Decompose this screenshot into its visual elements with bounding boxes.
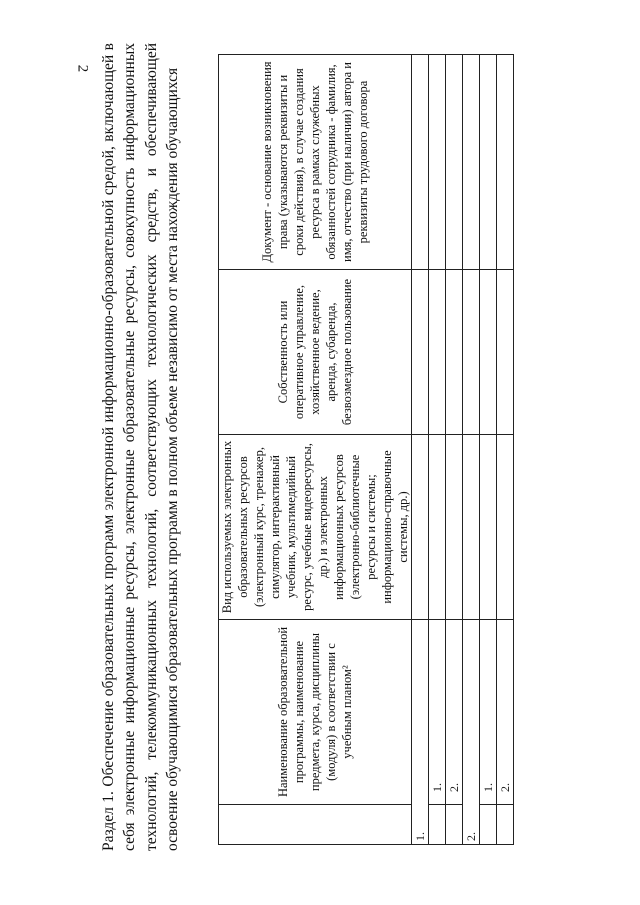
table-cell	[412, 55, 429, 270]
table-cell	[463, 270, 480, 435]
section-heading-text: Раздел 1. Обеспечение образовательных программ электронной информационно-образовательной средой, включающей в себя электронные информационные ресурсы, электронные образовательные ресурсы, совокупность информационных технологий, телекоммуникационных технологий, соответствующих технологических средств, и обеспечивающей освоение обучающимися образовательных программ в полном объеме независимо от места нахождения обучающихся	[100, 43, 181, 851]
table-row	[497, 55, 514, 845]
table-cell	[412, 435, 429, 620]
section-heading	[98, 43, 183, 851]
table-cell	[463, 435, 480, 620]
table-cell	[480, 55, 497, 270]
header-program-name: Наименование образовательной программы, наименование предмета, курса, дисциплины (модуля) в соответствии с учебным планом²	[219, 620, 412, 805]
table-cell	[446, 435, 463, 620]
table-cell	[412, 270, 429, 435]
table-row	[412, 55, 429, 845]
table-cell	[429, 805, 446, 845]
table-cell	[480, 805, 497, 845]
table-cell	[429, 270, 446, 435]
row-label: 2.	[497, 620, 514, 805]
header-ownership: Собственность или оперативное управление, хозяйственное ведение, аренда, субаренда, безвозмездное пользование	[219, 270, 412, 435]
table-row	[429, 55, 446, 845]
page-number: 2	[74, 64, 91, 73]
header-resource-type: Вид используемых электронных образовательных ресурсов (электронный курс, тренажер, симулятор, интерактивный учебник, мультимедийный ресурс, учебные видеоресурсы, др.) и электронных информационных ресурсов (электронно-библиотечные ресурсы и системы; информационно-справочные системы, др.)	[219, 435, 412, 620]
table-cell	[480, 435, 497, 620]
row-label: 2.	[463, 620, 480, 845]
table-header-row	[219, 55, 412, 845]
table-cell	[446, 55, 463, 270]
header-document-basis: Документ - основание возникновения права (указываются реквизиты и сроки действия), в случае создания ресурса в рамках служебных обязанностей сотрудника - фамилия, имя, отчество (при наличии) автора и реквизиты трудового договора	[219, 55, 412, 270]
row-label: 2.	[446, 620, 463, 805]
table-cell	[497, 55, 514, 270]
table-cell	[429, 435, 446, 620]
table-cell	[446, 270, 463, 435]
table-row	[463, 55, 480, 845]
table-cell	[446, 805, 463, 845]
resources-table	[218, 54, 514, 845]
table-row	[480, 55, 497, 845]
header-index	[219, 805, 412, 845]
table-row	[446, 55, 463, 845]
row-label: 1.	[480, 620, 497, 805]
table-cell	[497, 805, 514, 845]
table-cell	[497, 270, 514, 435]
table-cell	[480, 270, 497, 435]
table-cell	[497, 435, 514, 620]
row-label: 1.	[429, 620, 446, 805]
table-cell	[429, 55, 446, 270]
table-cell	[463, 55, 480, 270]
row-label: 1.	[412, 620, 429, 845]
